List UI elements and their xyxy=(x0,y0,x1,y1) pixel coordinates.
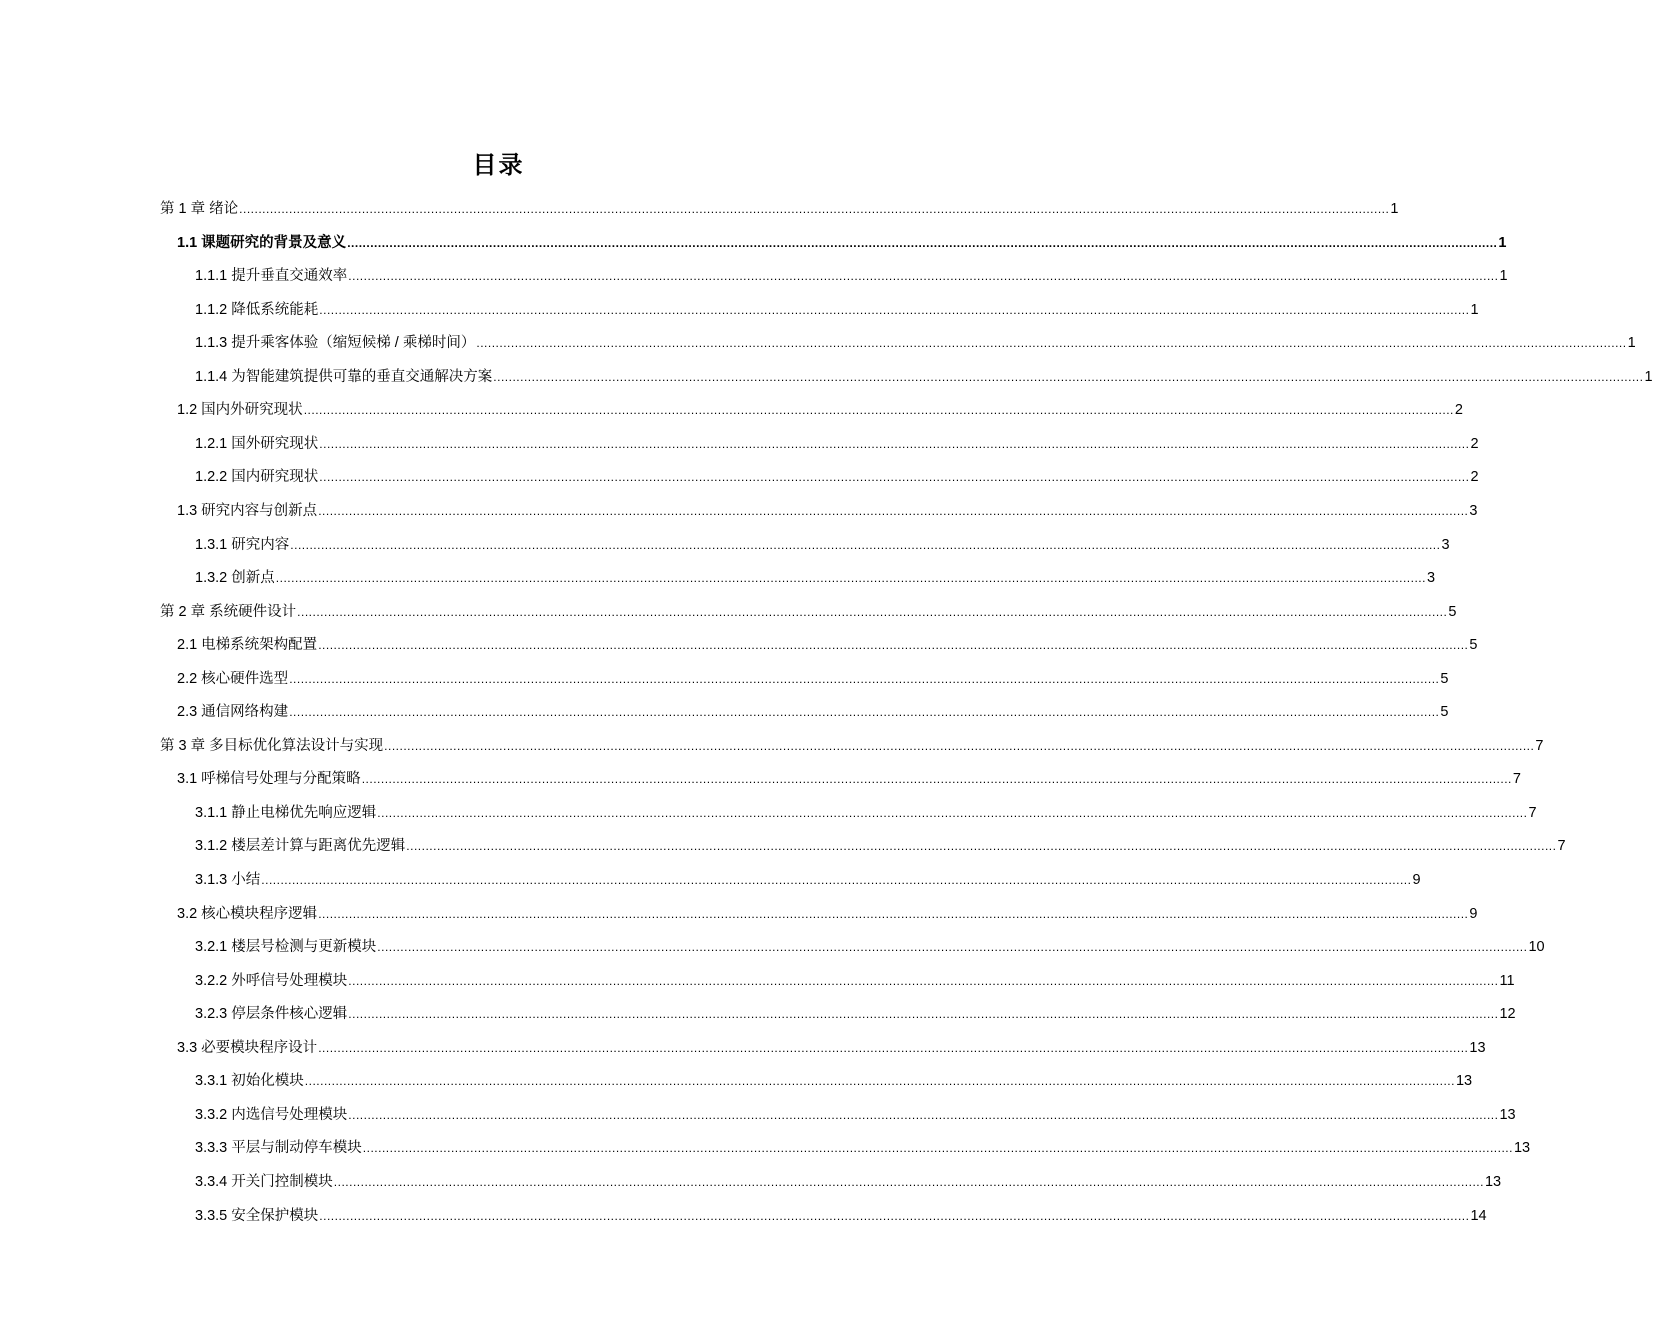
toc-entry-page-number: 1 xyxy=(1644,368,1653,385)
toc-entry-label: 1.3.2 创新点 xyxy=(195,570,275,587)
dot-leader: ............................................................................................................................................................................................................................................................................................................ xyxy=(348,1007,1499,1022)
toc-entry-page-number: 10 xyxy=(1528,939,1545,956)
toc-entry-level-3[interactable] xyxy=(195,534,1450,556)
toc-entry-page-number: 7 xyxy=(1535,737,1544,754)
toc-entry-level-3[interactable] xyxy=(195,332,1636,354)
toc-entry-page-number: 1 xyxy=(1499,268,1508,285)
dot-leader: ............................................................................................................................................................................................................................................................................................................ xyxy=(319,1208,1470,1223)
toc-entry-label: 3.2.3 停层条件核心逻辑 xyxy=(195,1006,348,1023)
toc-entry-level-3[interactable] xyxy=(195,299,1479,321)
dot-leader: ............................................................................................................................................................................................................................................................................................................ xyxy=(347,235,1498,250)
toc-entry-level-3[interactable] xyxy=(195,970,1515,992)
dot-leader: ............................................................................................................................................................................................................................................................................................................ xyxy=(493,369,1644,384)
toc-entry-label: 1.3.1 研究内容 xyxy=(195,536,290,553)
toc-title: 目录 xyxy=(472,151,525,179)
dot-leader: ............................................................................................................................................................................................................................................................................................................ xyxy=(362,1141,1513,1156)
toc-entry-page-number: 2 xyxy=(1454,402,1463,419)
dot-leader: ............................................................................................................................................................................................................................................................................................................ xyxy=(377,805,1528,820)
toc-entry-label: 3.1 呼梯信号处理与分配策略 xyxy=(177,771,361,788)
toc-entry-page-number: 2 xyxy=(1470,469,1479,486)
toc-entry-level-3[interactable] xyxy=(195,1205,1487,1227)
toc-entry-level-1[interactable] xyxy=(160,601,1457,623)
toc-entry-level-3[interactable] xyxy=(195,1003,1516,1025)
dot-leader: ............................................................................................................................................................................................................................................................................................................ xyxy=(377,940,1528,955)
toc-entry-label: 3.1.1 静止电梯优先响应逻辑 xyxy=(195,804,377,821)
toc-entry-page-number: 3 xyxy=(1426,570,1436,587)
toc-entry-page-number: 3 xyxy=(1441,536,1450,553)
toc-entry-label: 第 1 章 绪论 xyxy=(160,201,239,217)
toc-entry-level-3[interactable] xyxy=(195,1171,1502,1193)
toc-entry-page-number: 13 xyxy=(1499,1106,1516,1123)
dot-leader: ............................................................................................................................................................................................................................................................................................................ xyxy=(261,873,1412,887)
dot-leader: ............................................................................................................................................................................................................................................................................................................ xyxy=(318,638,1469,653)
toc-entry-page-number: 1 xyxy=(1390,201,1399,217)
toc-entry-label: 3.1.2 楼层差计算与距离优先逻辑 xyxy=(195,838,406,855)
toc-entry-label: 2.2 核心硬件选型 xyxy=(177,670,289,687)
dot-leader: ............................................................................................................................................................................................................................................................................................................ xyxy=(319,302,1470,317)
toc-entry-label: 1.1.2 降低系统能耗 xyxy=(195,301,319,318)
toc-entry-level-2[interactable] xyxy=(177,1037,1486,1059)
toc-entry-page-number: 1 xyxy=(1470,301,1479,318)
toc-entry-level-3[interactable] xyxy=(195,265,1508,287)
toc-entry-level-2[interactable] xyxy=(177,634,1478,656)
toc-entry-page-number: 5 xyxy=(1469,637,1478,654)
toc-entry-level-1[interactable] xyxy=(160,735,1544,757)
toc-entry-label: 1.2.1 国外研究现状 xyxy=(195,435,319,452)
toc-entry-label: 3.2.2 外呼信号处理模块 xyxy=(195,972,348,989)
dot-leader: ............................................................................................................................................................................................................................................................................................................ xyxy=(290,537,1441,552)
dot-leader: ............................................................................................................................................................................................................................................................................................................ xyxy=(289,671,1440,686)
dot-leader: ............................................................................................................................................................................................................................................................................................................ xyxy=(275,571,1426,586)
toc-entry-level-3[interactable] xyxy=(195,567,1436,589)
dot-leader: ............................................................................................................................................................................................................................................................................................................ xyxy=(406,839,1557,854)
toc-entry-level-3[interactable] xyxy=(195,835,1566,857)
dot-leader: ............................................................................................................................................................................................................................................................................................................ xyxy=(348,1107,1499,1122)
dot-leader: ............................................................................................................................................................................................................................................................................................................ xyxy=(318,906,1469,921)
toc-entry-page-number: 3 xyxy=(1469,502,1478,519)
toc-entry-label: 3.2.1 楼层号检测与更新模块 xyxy=(195,939,377,956)
toc-entry-page-number: 1 xyxy=(1627,335,1636,352)
toc-entry-level-3[interactable] xyxy=(195,433,1479,455)
toc-entry-label: 1.1.4 为智能建筑提供可靠的垂直交通解决方案 xyxy=(195,368,493,385)
toc-entry-page-number: 12 xyxy=(1499,1006,1516,1023)
toc-entry-page-number: 13 xyxy=(1484,1173,1502,1190)
toc-entry-page-number: 11 xyxy=(1499,972,1515,989)
toc-entry-label: 3.3.2 内选信号处理模块 xyxy=(195,1106,348,1123)
toc-entry-page-number: 14 xyxy=(1470,1207,1487,1224)
toc-entry-label: 1.1 课题研究的背景及意义 xyxy=(177,234,347,251)
dot-leader: ............................................................................................................................................................................................................................................................................................................ xyxy=(289,705,1440,720)
toc-entry-label: 3.3.4 开关门控制模块 xyxy=(195,1173,333,1190)
toc-entry-level-3[interactable] xyxy=(195,1104,1516,1126)
dot-leader: ............................................................................................................................................................................................................................................................................................................ xyxy=(304,1074,1455,1089)
dot-leader: ............................................................................................................................................................................................................................................................................................................ xyxy=(303,403,1454,418)
toc-entry-label: 第 3 章 多目标优化算法设计与实现 xyxy=(160,737,384,754)
toc-entry-level-2[interactable] xyxy=(177,903,1478,925)
toc-entry-level-2[interactable] xyxy=(177,768,1521,790)
dot-leader: ............................................................................................................................................................................................................................................................................................................ xyxy=(476,336,1627,351)
toc-entry-label: 1.1.3 提升乘客体验（缩短候梯 / 乘梯时间） xyxy=(195,335,476,352)
toc-entry-label: 2.1 电梯系统架构配置 xyxy=(177,637,318,654)
toc-entry-label: 3.3 必要模块程序设计 xyxy=(177,1039,318,1056)
toc-entry-level-2[interactable] xyxy=(177,668,1449,690)
toc-entry-level-3[interactable] xyxy=(195,1070,1473,1092)
toc-entry-page-number: 5 xyxy=(1440,670,1449,687)
toc-entry-level-3[interactable] xyxy=(195,869,1421,891)
toc-entry-label: 3.3.3 平层与制动停车模块 xyxy=(195,1140,362,1157)
dot-leader: ............................................................................................................................................................................................................................................................................................................ xyxy=(239,202,1390,216)
toc-entry-level-3[interactable] xyxy=(195,466,1479,488)
toc-entry-page-number: 5 xyxy=(1440,704,1449,721)
dot-leader: ............................................................................................................................................................................................................................................................................................................ xyxy=(348,973,1499,988)
toc-entry-level-2[interactable] xyxy=(177,701,1449,723)
toc-entry-page-number: 9 xyxy=(1412,872,1421,888)
toc-entry-label: 3.1.3 小结 xyxy=(195,872,261,888)
toc-entry-level-2[interactable] xyxy=(177,500,1478,522)
dot-leader: ............................................................................................................................................................................................................................................................................................................ xyxy=(348,269,1499,284)
toc-entry-page-number: 2 xyxy=(1470,435,1479,452)
toc-entry-label: 2.3 通信网络构建 xyxy=(177,704,289,721)
dot-leader: ............................................................................................................................................................................................................................................................................................................ xyxy=(384,738,1535,753)
toc-entry-label: 3.3.1 初始化模块 xyxy=(195,1073,304,1090)
dot-leader: ............................................................................................................................................................................................................................................................................................................ xyxy=(319,470,1470,485)
toc-entry-label: 1.2 国内外研究现状 xyxy=(177,402,303,419)
toc-entry-page-number: 13 xyxy=(1513,1140,1531,1157)
toc-entry-page-number: 13 xyxy=(1455,1073,1473,1090)
toc-entry-label: 1.1.1 提升垂直交通效率 xyxy=(195,268,348,285)
dot-leader: ............................................................................................................................................................................................................................................................................................................ xyxy=(297,604,1448,619)
toc-entry-label: 1.3 研究内容与创新点 xyxy=(177,502,318,519)
dot-leader: ............................................................................................................................................................................................................................................................................................................ xyxy=(319,436,1470,451)
dot-leader: ............................................................................................................................................................................................................................................................................................................ xyxy=(361,772,1512,787)
toc-entry-page-number: 7 xyxy=(1557,838,1566,855)
toc-entry-page-number: 13 xyxy=(1469,1039,1486,1056)
toc-entry-label: 1.2.2 国内研究现状 xyxy=(195,469,319,486)
toc-entry-page-number: 9 xyxy=(1469,905,1478,922)
toc-entry-level-1[interactable] xyxy=(160,198,1399,220)
dot-leader: ............................................................................................................................................................................................................................................................................................................ xyxy=(318,503,1469,518)
toc-entry-label: 3.2 核心模块程序逻辑 xyxy=(177,905,318,922)
toc-entry-level-2[interactable] xyxy=(177,232,1507,254)
toc-entry-page-number: 7 xyxy=(1528,804,1537,821)
toc-entry-level-2[interactable] xyxy=(177,399,1463,421)
dot-leader: ............................................................................................................................................................................................................................................................................................................ xyxy=(333,1174,1484,1189)
toc-entry-page-number: 7 xyxy=(1512,771,1521,788)
toc-entry-level-3[interactable] xyxy=(195,1137,1531,1159)
toc-entry-page-number: 1 xyxy=(1498,234,1507,251)
toc-entry-label: 第 2 章 系统硬件设计 xyxy=(160,603,297,620)
dot-leader: ............................................................................................................................................................................................................................................................................................................ xyxy=(318,1040,1469,1055)
toc-entry-level-3[interactable] xyxy=(195,802,1537,824)
toc-entry-level-3[interactable] xyxy=(195,936,1545,958)
toc-entry-label: 3.3.5 安全保护模块 xyxy=(195,1207,319,1224)
toc-entry-level-3[interactable] xyxy=(195,366,1653,388)
toc-entry-page-number: 5 xyxy=(1448,603,1457,620)
